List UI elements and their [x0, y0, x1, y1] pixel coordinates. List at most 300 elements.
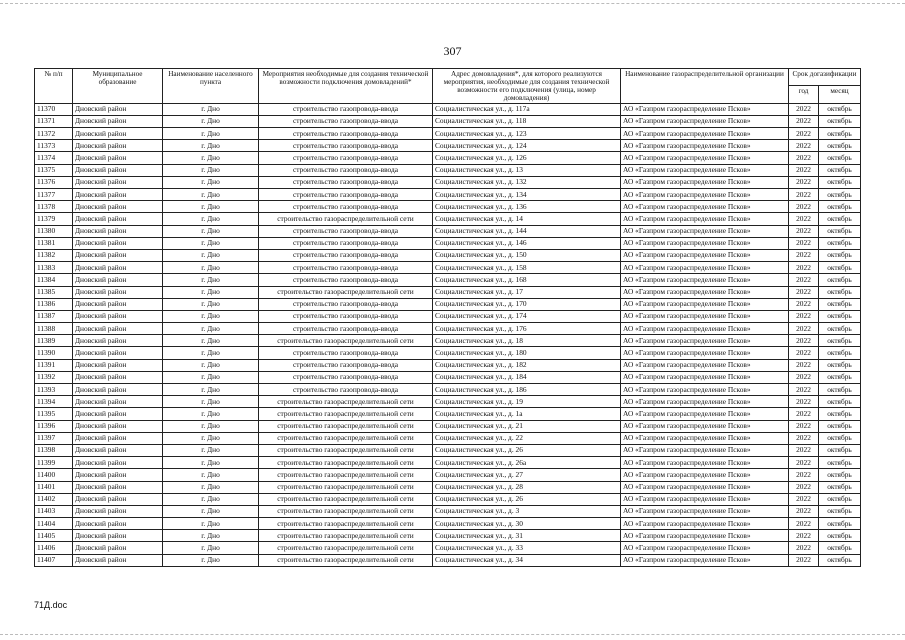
cell-municipality: Дновский район: [73, 140, 163, 152]
cell-number: 11396: [35, 420, 73, 432]
cell-number: 11404: [35, 518, 73, 530]
cell-number: 11374: [35, 152, 73, 164]
page-top-edge: [0, 3, 905, 4]
cell-number: 11406: [35, 542, 73, 554]
cell-year: 2022: [789, 164, 819, 176]
cell-number: 11385: [35, 286, 73, 298]
table-row: [35, 554, 861, 566]
cell-year: 2022: [789, 115, 819, 127]
cell-measures: строительство газораспределительной сети: [259, 213, 433, 225]
table-row: [35, 201, 861, 213]
cell-measures: строительство газопровода-ввода: [259, 152, 433, 164]
cell-number: 11400: [35, 469, 73, 481]
cell-month: октябрь: [819, 201, 861, 213]
cell-measures: строительство газопровода-ввода: [259, 384, 433, 396]
cell-measures: строительство газопровода-ввода: [259, 103, 433, 115]
cell-municipality: Дновский район: [73, 420, 163, 432]
cell-number: 11401: [35, 481, 73, 493]
cell-organization: АО «Газпром газораспределение Псков»: [621, 518, 789, 530]
cell-municipality: Дновский район: [73, 469, 163, 481]
cell-settlement: г. Дно: [163, 176, 259, 188]
cell-address: Социалистическая ул., д. 27: [433, 469, 621, 481]
cell-year: 2022: [789, 542, 819, 554]
cell-month: октябрь: [819, 152, 861, 164]
cell-number: 11386: [35, 298, 73, 310]
cell-address: Социалистическая ул., д. 186: [433, 384, 621, 396]
cell-number: 11376: [35, 176, 73, 188]
cell-month: октябрь: [819, 237, 861, 249]
cell-measures: строительство газопровода-ввода: [259, 310, 433, 322]
table-row: [35, 189, 861, 201]
cell-address: Социалистическая ул., д. 126: [433, 152, 621, 164]
cell-year: 2022: [789, 189, 819, 201]
cell-organization: АО «Газпром газораспределение Псков»: [621, 371, 789, 383]
cell-municipality: Дновский район: [73, 493, 163, 505]
table-row: [35, 542, 861, 554]
cell-month: октябрь: [819, 444, 861, 456]
cell-organization: АО «Газпром газораспределение Псков»: [621, 249, 789, 261]
cell-year: 2022: [789, 384, 819, 396]
cell-municipality: Дновский район: [73, 432, 163, 444]
table-row: [35, 408, 861, 420]
cell-year: 2022: [789, 103, 819, 115]
cell-address: Социалистическая ул., д. 34: [433, 554, 621, 566]
cell-month: октябрь: [819, 128, 861, 140]
cell-month: октябрь: [819, 420, 861, 432]
cell-organization: АО «Газпром газораспределение Псков»: [621, 298, 789, 310]
cell-address: Социалистическая ул., д. 182: [433, 359, 621, 371]
cell-number: 11395: [35, 408, 73, 420]
table-row: [35, 530, 861, 542]
cell-year: 2022: [789, 310, 819, 322]
cell-month: октябрь: [819, 225, 861, 237]
cell-year: 2022: [789, 444, 819, 456]
cell-month: октябрь: [819, 530, 861, 542]
cell-measures: строительство газораспределительной сети: [259, 444, 433, 456]
cell-measures: строительство газопровода-ввода: [259, 371, 433, 383]
header-address: Адрес домовладения*, для которого реализуются мероприятия, необходимые для создания технической возможности его подключения (улица, номер домовладения): [433, 69, 621, 104]
cell-municipality: Дновский район: [73, 237, 163, 249]
cell-address: Социалистическая ул., д. 150: [433, 249, 621, 261]
cell-organization: АО «Газпром газораспределение Псков»: [621, 384, 789, 396]
cell-municipality: Дновский район: [73, 115, 163, 127]
cell-measures: строительство газораспределительной сети: [259, 286, 433, 298]
cell-month: октябрь: [819, 189, 861, 201]
cell-address: Социалистическая ул., д. 158: [433, 262, 621, 274]
cell-number: 11402: [35, 493, 73, 505]
cell-year: 2022: [789, 323, 819, 335]
cell-settlement: г. Дно: [163, 298, 259, 310]
cell-year: 2022: [789, 554, 819, 566]
table-row: [35, 493, 861, 505]
cell-year: 2022: [789, 493, 819, 505]
table-row: [35, 249, 861, 261]
cell-organization: АО «Газпром газораспределение Псков»: [621, 408, 789, 420]
cell-number: 11399: [35, 457, 73, 469]
cell-measures: строительство газораспределительной сети: [259, 420, 433, 432]
cell-organization: АО «Газпром газораспределение Псков»: [621, 542, 789, 554]
cell-month: октябрь: [819, 481, 861, 493]
cell-measures: строительство газопровода-ввода: [259, 164, 433, 176]
cell-number: 11403: [35, 505, 73, 517]
cell-address: Социалистическая ул., д. 26: [433, 493, 621, 505]
cell-settlement: г. Дно: [163, 164, 259, 176]
cell-number: 11387: [35, 310, 73, 322]
table-body: [35, 103, 861, 566]
cell-month: октябрь: [819, 518, 861, 530]
cell-organization: АО «Газпром газораспределение Псков»: [621, 103, 789, 115]
table-row: [35, 164, 861, 176]
cell-year: 2022: [789, 359, 819, 371]
cell-year: 2022: [789, 530, 819, 542]
cell-address: Социалистическая ул., д. 146: [433, 237, 621, 249]
cell-settlement: г. Дно: [163, 505, 259, 517]
cell-measures: строительство газопровода-ввода: [259, 262, 433, 274]
cell-settlement: г. Дно: [163, 384, 259, 396]
cell-settlement: г. Дно: [163, 237, 259, 249]
cell-settlement: г. Дно: [163, 347, 259, 359]
cell-number: 11379: [35, 213, 73, 225]
cell-number: 11391: [35, 359, 73, 371]
cell-organization: АО «Газпром газораспределение Псков»: [621, 176, 789, 188]
cell-organization: АО «Газпром газораспределение Псков»: [621, 323, 789, 335]
header-organization: Наименование газораспределительной организации: [621, 69, 789, 104]
cell-number: 11393: [35, 384, 73, 396]
cell-measures: строительство газопровода-ввода: [259, 298, 433, 310]
cell-measures: строительство газораспределительной сети: [259, 432, 433, 444]
cell-address: Социалистическая ул., д. 174: [433, 310, 621, 322]
cell-month: октябрь: [819, 176, 861, 188]
cell-organization: АО «Газпром газораспределение Псков»: [621, 554, 789, 566]
cell-settlement: г. Дно: [163, 286, 259, 298]
table-row: [35, 115, 861, 127]
cell-settlement: г. Дно: [163, 371, 259, 383]
cell-address: Социалистическая ул., д. 18: [433, 335, 621, 347]
cell-organization: АО «Газпром газораспределение Псков»: [621, 530, 789, 542]
cell-number: 11407: [35, 554, 73, 566]
table-row: [35, 310, 861, 322]
cell-address: Социалистическая ул., д. 176: [433, 323, 621, 335]
cell-measures: строительство газопровода-ввода: [259, 115, 433, 127]
table-row: [35, 518, 861, 530]
cell-year: 2022: [789, 128, 819, 140]
cell-organization: АО «Газпром газораспределение Псков»: [621, 444, 789, 456]
cell-year: 2022: [789, 396, 819, 408]
cell-organization: АО «Газпром газораспределение Псков»: [621, 213, 789, 225]
cell-settlement: г. Дно: [163, 225, 259, 237]
cell-measures: строительство газопровода-ввода: [259, 128, 433, 140]
cell-address: Социалистическая ул., д. 180: [433, 347, 621, 359]
table-row: [35, 481, 861, 493]
cell-number: 11381: [35, 237, 73, 249]
cell-year: 2022: [789, 176, 819, 188]
cell-municipality: Дновский район: [73, 554, 163, 566]
cell-month: октябрь: [819, 103, 861, 115]
cell-number: 11388: [35, 323, 73, 335]
cell-year: 2022: [789, 249, 819, 261]
cell-municipality: Дновский район: [73, 298, 163, 310]
cell-settlement: г. Дно: [163, 262, 259, 274]
table-row: [35, 213, 861, 225]
cell-measures: строительство газопровода-ввода: [259, 249, 433, 261]
table-row: [35, 176, 861, 188]
cell-month: октябрь: [819, 493, 861, 505]
cell-municipality: Дновский район: [73, 359, 163, 371]
table-row: [35, 444, 861, 456]
cell-address: Социалистическая ул., д. 132: [433, 176, 621, 188]
cell-municipality: Дновский район: [73, 262, 163, 274]
cell-organization: АО «Газпром газораспределение Псков»: [621, 396, 789, 408]
table-row: [35, 347, 861, 359]
cell-measures: строительство газораспределительной сети: [259, 518, 433, 530]
table-row: [35, 457, 861, 469]
cell-number: 11405: [35, 530, 73, 542]
cell-measures: строительство газопровода-ввода: [259, 176, 433, 188]
cell-settlement: г. Дно: [163, 103, 259, 115]
cell-year: 2022: [789, 481, 819, 493]
cell-month: октябрь: [819, 432, 861, 444]
cell-year: 2022: [789, 335, 819, 347]
cell-settlement: г. Дно: [163, 457, 259, 469]
cell-settlement: г. Дно: [163, 518, 259, 530]
cell-month: октябрь: [819, 323, 861, 335]
cell-month: октябрь: [819, 140, 861, 152]
cell-measures: строительство газораспределительной сети: [259, 493, 433, 505]
table-row: [35, 469, 861, 481]
cell-municipality: Дновский район: [73, 152, 163, 164]
table-header: [35, 69, 861, 104]
cell-organization: АО «Газпром газораспределение Псков»: [621, 189, 789, 201]
file-name: 71Д.doc: [34, 600, 68, 610]
cell-municipality: Дновский район: [73, 103, 163, 115]
cell-organization: АО «Газпром газораспределение Псков»: [621, 128, 789, 140]
cell-month: октябрь: [819, 359, 861, 371]
cell-year: 2022: [789, 225, 819, 237]
cell-municipality: Дновский район: [73, 347, 163, 359]
cell-year: 2022: [789, 237, 819, 249]
cell-organization: АО «Газпром газораспределение Псков»: [621, 286, 789, 298]
cell-settlement: г. Дно: [163, 274, 259, 286]
cell-settlement: г. Дно: [163, 420, 259, 432]
cell-year: 2022: [789, 408, 819, 420]
cell-organization: АО «Газпром газораспределение Псков»: [621, 152, 789, 164]
cell-month: октябрь: [819, 371, 861, 383]
cell-address: Социалистическая ул., д. 118: [433, 115, 621, 127]
cell-settlement: г. Дно: [163, 128, 259, 140]
cell-year: 2022: [789, 274, 819, 286]
header-measures: Мероприятия необходимые для создания технической возможности подключения домовладений*: [259, 69, 433, 104]
cell-number: 11372: [35, 128, 73, 140]
cell-address: Социалистическая ул., д. 13: [433, 164, 621, 176]
cell-organization: АО «Газпром газораспределение Псков»: [621, 469, 789, 481]
cell-address: Социалистическая ул., д. 117а: [433, 103, 621, 115]
cell-organization: АО «Газпром газораспределение Псков»: [621, 140, 789, 152]
cell-organization: АО «Газпром газораспределение Псков»: [621, 335, 789, 347]
cell-settlement: г. Дно: [163, 408, 259, 420]
cell-number: 11384: [35, 274, 73, 286]
cell-number: 11398: [35, 444, 73, 456]
cell-organization: АО «Газпром газораспределение Псков»: [621, 274, 789, 286]
cell-municipality: Дновский район: [73, 396, 163, 408]
cell-settlement: г. Дно: [163, 444, 259, 456]
cell-month: октябрь: [819, 298, 861, 310]
table-row: [35, 274, 861, 286]
cell-month: октябрь: [819, 115, 861, 127]
cell-address: Социалистическая ул., д. 3: [433, 505, 621, 517]
cell-municipality: Дновский район: [73, 444, 163, 456]
cell-municipality: Дновский район: [73, 335, 163, 347]
cell-settlement: г. Дно: [163, 249, 259, 261]
cell-number: 11392: [35, 371, 73, 383]
cell-municipality: Дновский район: [73, 323, 163, 335]
cell-measures: строительство газораспределительной сети: [259, 457, 433, 469]
cell-number: 11373: [35, 140, 73, 152]
cell-address: Социалистическая ул., д. 19: [433, 396, 621, 408]
cell-number: 11383: [35, 262, 73, 274]
cell-measures: строительство газопровода-ввода: [259, 347, 433, 359]
cell-month: октябрь: [819, 457, 861, 469]
table-row: [35, 298, 861, 310]
cell-settlement: г. Дно: [163, 140, 259, 152]
cell-measures: строительство газораспределительной сети: [259, 505, 433, 517]
header-deadline: Срок догазификации: [789, 69, 861, 86]
table-row: [35, 140, 861, 152]
cell-organization: АО «Газпром газораспределение Псков»: [621, 420, 789, 432]
cell-number: 11389: [35, 335, 73, 347]
table-row: [35, 335, 861, 347]
gasification-table: [34, 68, 861, 567]
table-row: [35, 396, 861, 408]
cell-year: 2022: [789, 457, 819, 469]
cell-year: 2022: [789, 201, 819, 213]
cell-municipality: Дновский район: [73, 542, 163, 554]
cell-year: 2022: [789, 152, 819, 164]
cell-organization: АО «Газпром газораспределение Псков»: [621, 432, 789, 444]
cell-address: Социалистическая ул., д. 134: [433, 189, 621, 201]
cell-settlement: г. Дно: [163, 310, 259, 322]
cell-organization: АО «Газпром газораспределение Псков»: [621, 359, 789, 371]
cell-organization: АО «Газпром газораспределение Псков»: [621, 493, 789, 505]
cell-month: октябрь: [819, 554, 861, 566]
cell-municipality: Дновский район: [73, 408, 163, 420]
table-row: [35, 432, 861, 444]
cell-address: Социалистическая ул., д. 144: [433, 225, 621, 237]
cell-measures: строительство газораспределительной сети: [259, 396, 433, 408]
cell-address: Социалистическая ул., д. 170: [433, 298, 621, 310]
cell-year: 2022: [789, 298, 819, 310]
cell-settlement: г. Дно: [163, 396, 259, 408]
cell-municipality: Дновский район: [73, 530, 163, 542]
cell-measures: строительство газораспределительной сети: [259, 542, 433, 554]
cell-settlement: г. Дно: [163, 359, 259, 371]
cell-number: 11378: [35, 201, 73, 213]
table-row: [35, 152, 861, 164]
cell-month: октябрь: [819, 384, 861, 396]
table-row: [35, 286, 861, 298]
cell-organization: АО «Газпром газораспределение Псков»: [621, 481, 789, 493]
cell-month: октябрь: [819, 286, 861, 298]
cell-year: 2022: [789, 518, 819, 530]
cell-month: октябрь: [819, 396, 861, 408]
cell-municipality: Дновский район: [73, 286, 163, 298]
cell-year: 2022: [789, 140, 819, 152]
table-row: [35, 128, 861, 140]
table-row: [35, 371, 861, 383]
cell-year: 2022: [789, 469, 819, 481]
header-settlement: Наименование населенного пункта: [163, 69, 259, 104]
table-row: [35, 237, 861, 249]
cell-month: октябрь: [819, 505, 861, 517]
cell-address: Социалистическая ул., д. 123: [433, 128, 621, 140]
cell-municipality: Дновский район: [73, 310, 163, 322]
cell-municipality: Дновский район: [73, 164, 163, 176]
cell-month: октябрь: [819, 469, 861, 481]
cell-address: Социалистическая ул., д. 168: [433, 274, 621, 286]
page-bottom-edge: [0, 634, 905, 635]
cell-month: октябрь: [819, 164, 861, 176]
table-row: [35, 103, 861, 115]
cell-measures: строительство газопровода-ввода: [259, 359, 433, 371]
cell-settlement: г. Дно: [163, 481, 259, 493]
table-row: [35, 262, 861, 274]
cell-year: 2022: [789, 213, 819, 225]
cell-address: Социалистическая ул., д. 26: [433, 444, 621, 456]
cell-settlement: г. Дно: [163, 201, 259, 213]
cell-settlement: г. Дно: [163, 152, 259, 164]
cell-organization: АО «Газпром газораспределение Псков»: [621, 164, 789, 176]
cell-measures: строительство газораспределительной сети: [259, 554, 433, 566]
table-row: [35, 323, 861, 335]
cell-settlement: г. Дно: [163, 493, 259, 505]
cell-municipality: Дновский район: [73, 384, 163, 396]
cell-organization: АО «Газпром газораспределение Псков»: [621, 262, 789, 274]
cell-address: Социалистическая ул., д. 30: [433, 518, 621, 530]
cell-organization: АО «Газпром газораспределение Псков»: [621, 505, 789, 517]
cell-year: 2022: [789, 347, 819, 359]
cell-settlement: г. Дно: [163, 189, 259, 201]
cell-address: Социалистическая ул., д. 184: [433, 371, 621, 383]
cell-municipality: Дновский район: [73, 518, 163, 530]
cell-address: Социалистическая ул., д. 17: [433, 286, 621, 298]
header-month: месяц: [819, 86, 861, 103]
cell-organization: АО «Газпром газораспределение Псков»: [621, 225, 789, 237]
cell-municipality: Дновский район: [73, 189, 163, 201]
cell-organization: АО «Газпром газораспределение Псков»: [621, 457, 789, 469]
cell-settlement: г. Дно: [163, 323, 259, 335]
cell-measures: строительство газопровода-ввода: [259, 189, 433, 201]
cell-month: октябрь: [819, 335, 861, 347]
cell-municipality: Дновский район: [73, 481, 163, 493]
cell-settlement: г. Дно: [163, 554, 259, 566]
cell-settlement: г. Дно: [163, 115, 259, 127]
cell-municipality: Дновский район: [73, 457, 163, 469]
table-row: [35, 420, 861, 432]
cell-measures: строительство газопровода-ввода: [259, 323, 433, 335]
cell-number: 11370: [35, 103, 73, 115]
cell-year: 2022: [789, 420, 819, 432]
cell-month: октябрь: [819, 262, 861, 274]
cell-settlement: г. Дно: [163, 530, 259, 542]
cell-measures: строительство газораспределительной сети: [259, 481, 433, 493]
cell-measures: строительство газопровода-ввода: [259, 274, 433, 286]
cell-measures: строительство газораспределительной сети: [259, 469, 433, 481]
cell-address: Социалистическая ул., д. 22: [433, 432, 621, 444]
cell-organization: АО «Газпром газораспределение Псков»: [621, 347, 789, 359]
table-row: [35, 384, 861, 396]
cell-month: октябрь: [819, 408, 861, 420]
cell-settlement: г. Дно: [163, 542, 259, 554]
cell-year: 2022: [789, 505, 819, 517]
